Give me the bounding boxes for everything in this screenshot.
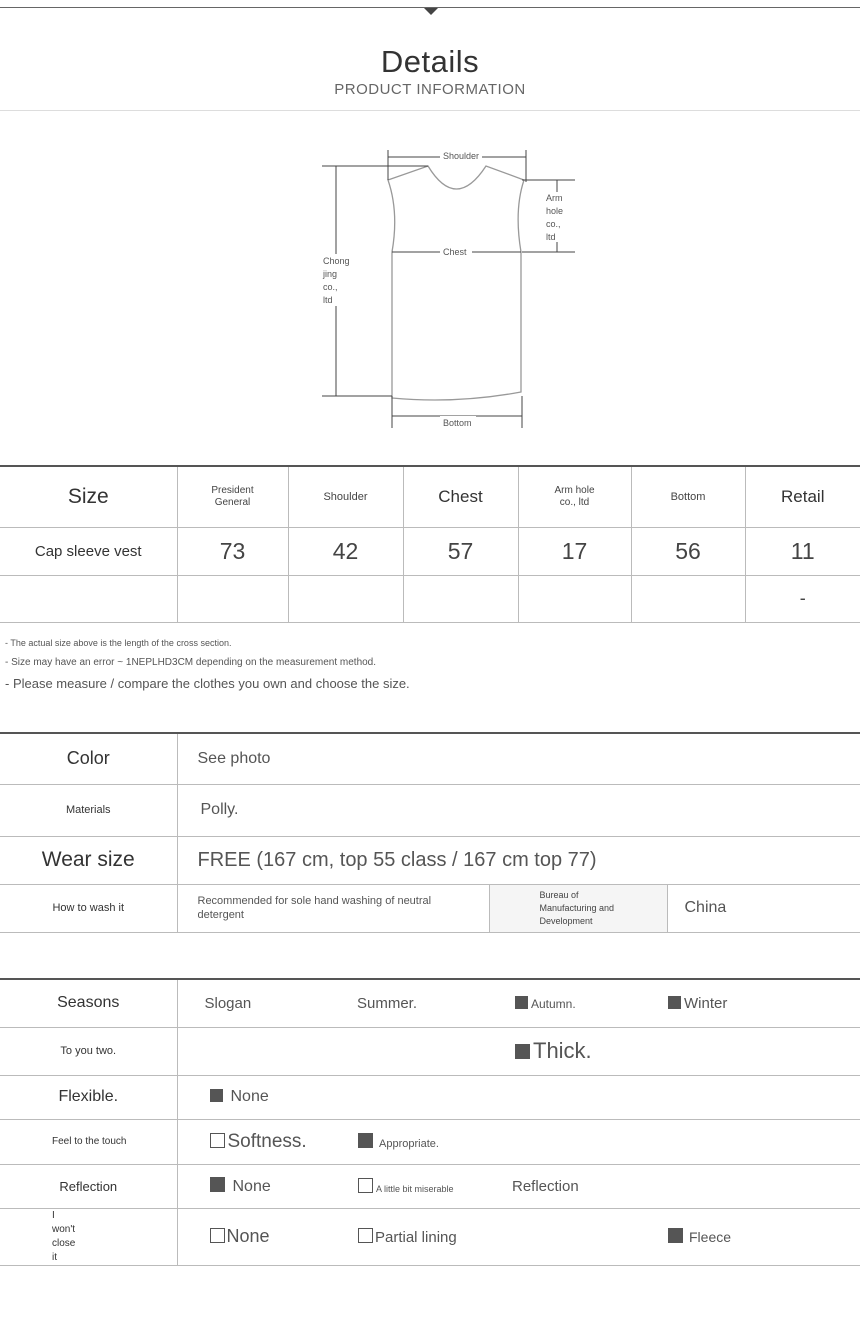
table-row	[0, 1164, 860, 1208]
bureau-value: China	[667, 884, 860, 932]
header-president-general-text: President General	[211, 484, 254, 508]
size-value: 56	[631, 527, 745, 575]
table-row	[0, 884, 860, 932]
flexible-label: Flexible.	[0, 1075, 177, 1119]
lining-option-text: Partial lining	[375, 1228, 457, 1246]
header-retail: Retail	[745, 466, 860, 527]
checkbox-checked-icon	[515, 1044, 530, 1059]
color-label: Color	[0, 733, 177, 784]
header-shoulder: Shoulder	[288, 466, 403, 527]
table-row	[0, 733, 860, 784]
size-value	[288, 575, 403, 622]
armhole-label-4: ltd	[546, 232, 556, 242]
lining-option[interactable]	[330, 1208, 487, 1265]
empty-cell	[487, 1075, 641, 1119]
header-chest: Chest	[403, 466, 518, 527]
empty-cell	[641, 1164, 860, 1208]
size-value: 17	[518, 527, 631, 575]
note-cross-section: - The actual size above is the length of the cross section.	[5, 638, 232, 648]
size-value	[403, 575, 518, 622]
length-label-2: jing	[323, 269, 338, 279]
empty-cell	[641, 1075, 860, 1119]
empty-cell	[487, 1208, 641, 1265]
header-size: Size	[0, 466, 177, 527]
empty-cell	[641, 1119, 860, 1164]
size-value	[177, 575, 288, 622]
table-row	[0, 1027, 860, 1075]
page-title: Details	[380, 44, 480, 79]
feel-option[interactable]	[177, 1119, 330, 1164]
wear-size-label: Wear size	[0, 836, 177, 884]
to-you-two-label: To you two.	[0, 1027, 177, 1075]
feel-label: Feel to the touch	[0, 1119, 177, 1164]
bottom-label: Bottom	[443, 418, 472, 428]
table-row	[0, 1075, 860, 1119]
shoulder-label: Shoulder	[443, 151, 480, 161]
flexible-option[interactable]	[177, 1075, 330, 1119]
size-value	[518, 575, 631, 622]
size-value	[631, 575, 745, 622]
lining-label: I won't close it	[0, 1208, 177, 1265]
page-subtitle: PRODUCT INFORMATION	[334, 81, 526, 98]
table-row	[0, 1208, 860, 1265]
table-row	[0, 979, 860, 1027]
checkbox-unchecked-icon	[358, 1178, 373, 1193]
season-option-text: Summer.	[357, 994, 418, 1012]
checkbox-checked-icon	[358, 1133, 373, 1148]
checkbox-unchecked-icon	[210, 1133, 225, 1148]
flexible-option-text: None	[230, 1088, 269, 1105]
season-option-text: Winter	[684, 994, 728, 1012]
season-option	[330, 979, 487, 1027]
color-value: See photo	[177, 733, 860, 784]
feel-option-text: Softness.	[227, 1130, 307, 1152]
wear-size-value: FREE (167 cm, top 55 class / 167 cm top 77)	[177, 836, 860, 884]
empty-cell	[641, 1027, 860, 1075]
size-table-header-row	[0, 466, 860, 527]
lining-option-text: None	[226, 1226, 270, 1246]
size-value: 11	[745, 527, 860, 575]
table-row	[0, 575, 860, 622]
size-value: 57	[403, 527, 518, 575]
lining-option[interactable]	[641, 1208, 860, 1265]
size-value: -	[745, 575, 860, 622]
vest-outline	[388, 166, 524, 400]
checkbox-checked-icon	[210, 1177, 225, 1192]
thickness-option-text: Thick.	[533, 1038, 592, 1063]
feel-option-text: Appropriate.	[379, 1138, 439, 1150]
characteristics-table	[0, 978, 860, 1266]
empty-cell	[177, 1027, 330, 1075]
size-notes	[5, 636, 410, 692]
reflection-option-text: Reflection	[512, 1177, 579, 1195]
season-option-text: Slogan	[204, 994, 252, 1012]
row-label: Cap sleeve vest	[0, 527, 177, 575]
reflection-label: Reflection	[0, 1164, 177, 1208]
header-arm-hole	[518, 466, 631, 527]
wash-value: Recommended for sole hand washing of neutral detergent	[177, 884, 489, 932]
armhole-label-3: co.,	[546, 219, 561, 229]
checkbox-checked-icon	[210, 1089, 223, 1102]
table-row	[0, 836, 860, 884]
header-president-general	[177, 466, 288, 527]
season-option[interactable]	[487, 979, 641, 1027]
header-bottom: Bottom	[631, 466, 745, 527]
empty-cell	[487, 1119, 641, 1164]
feel-option[interactable]	[330, 1119, 487, 1164]
bureau-label: Bureau of Manufacturing and Development	[489, 884, 667, 932]
note-measure: - Please measure / compare the clothes you own and choose the size.	[5, 676, 410, 691]
table-row	[0, 1119, 860, 1164]
wash-label: How to wash it	[0, 884, 177, 932]
info-table	[0, 732, 860, 933]
empty-cell	[330, 1075, 487, 1119]
reflection-option-text: None	[232, 1177, 271, 1195]
title-divider	[0, 110, 860, 111]
reflection-option-text: A little bit miserable	[376, 1184, 454, 1194]
lining-option[interactable]	[177, 1208, 330, 1265]
checkbox-unchecked-icon	[358, 1228, 373, 1243]
armhole-label-1: Arm	[546, 193, 563, 203]
materials-label: Materials	[0, 784, 177, 836]
thickness-option[interactable]	[487, 1027, 641, 1075]
size-value: 73	[177, 527, 288, 575]
length-label-3: co.,	[323, 282, 338, 292]
arrow-down-icon	[424, 8, 438, 15]
note-size-error: - Size may have an error ~ 1NEPLHD3CM depending on the measurement method.	[5, 657, 377, 668]
reflection-option	[487, 1164, 641, 1208]
lining-option-text: Fleece	[689, 1229, 732, 1245]
length-label-4: ltd	[323, 295, 333, 305]
table-row	[0, 784, 860, 836]
reflection-option[interactable]	[330, 1164, 487, 1208]
length-label-1: Chong	[323, 256, 350, 266]
armhole-label-2: hole	[546, 206, 564, 216]
size-table	[0, 465, 860, 623]
season-option-text: Autumn.	[531, 996, 576, 1011]
header-arm-hole-text: Arm hole co., ltd	[554, 484, 595, 508]
reflection-option[interactable]	[177, 1164, 330, 1208]
checkbox-checked-icon	[668, 996, 681, 1009]
checkbox-unchecked-icon	[210, 1228, 225, 1243]
materials-value: Polly.	[177, 784, 860, 836]
vest-measurement-diagram	[0, 120, 860, 440]
chest-label: Chest	[443, 247, 467, 257]
table-row	[0, 527, 860, 575]
size-value: 42	[288, 527, 403, 575]
season-option	[177, 979, 330, 1027]
empty-cell	[330, 1027, 487, 1075]
season-option[interactable]	[641, 979, 860, 1027]
checkbox-checked-icon	[515, 996, 528, 1009]
row-label	[0, 575, 177, 622]
seasons-label: Seasons	[0, 979, 177, 1027]
checkbox-checked-icon	[668, 1228, 683, 1243]
